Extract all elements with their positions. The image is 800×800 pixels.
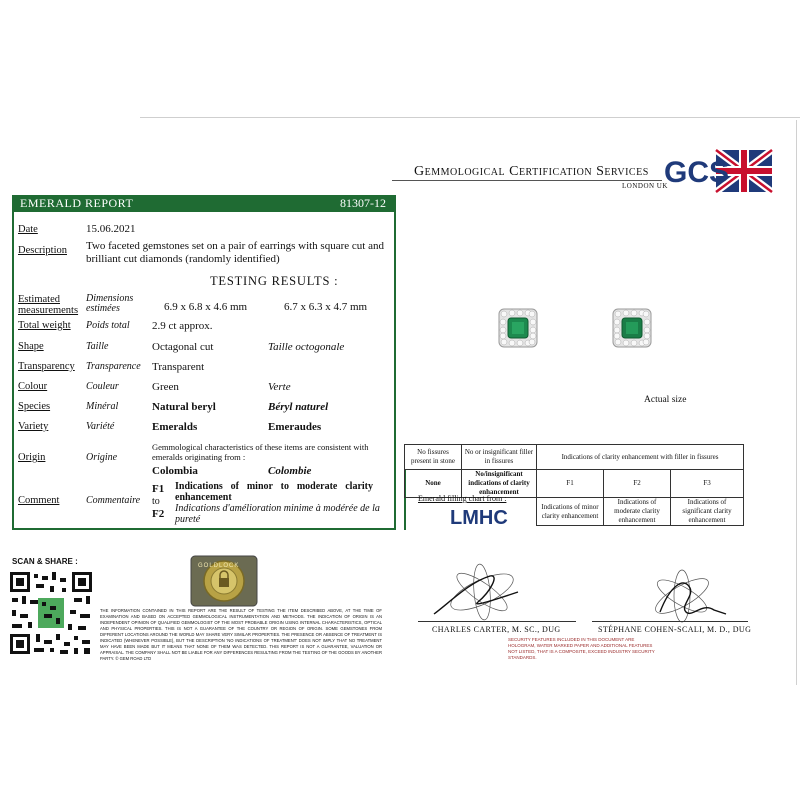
gcs-logo xyxy=(662,150,772,192)
goldlock-seal xyxy=(190,555,258,607)
signature-right xyxy=(640,566,730,626)
transparency-label: Transparency xyxy=(18,361,75,372)
gcs-logo-text: GCS xyxy=(664,156,730,189)
table-cell-f2-desc: Indications of moderate clarity enhancement xyxy=(604,498,671,526)
earring-image-right xyxy=(612,308,652,348)
weight-fr: Poids total xyxy=(86,320,130,331)
signature-line-right xyxy=(592,621,748,622)
weight-label: Total weight xyxy=(18,320,71,331)
shape-value: Octagonal cut xyxy=(152,341,214,353)
signatory-right: STÉPHANE COHEN-SCALI, M. D., DUG xyxy=(598,625,752,634)
scan-share-label: SCAN & SHARE : xyxy=(12,557,78,566)
measurements-label: Estimated measurements xyxy=(18,294,79,316)
variety-fr: Variété xyxy=(86,421,115,432)
colour-fr: Couleur xyxy=(86,381,119,392)
measurements-value-2: 6.7 x 6.3 x 4.7 mm xyxy=(284,301,368,313)
goldlock-seal-text: GOLDLOCK xyxy=(198,563,240,569)
date-value: 15.06.2021 xyxy=(86,223,136,235)
origin-value-fr: Colombie xyxy=(268,465,312,477)
signatory-left: CHARLES CARTER, M. SC., DUG xyxy=(432,625,561,634)
description-label: Description xyxy=(18,245,67,256)
variety-label: Variety xyxy=(18,421,49,432)
shape-label: Shape xyxy=(18,341,44,352)
grade-to: F2 xyxy=(152,508,165,520)
variety-value-fr: Emeraudes xyxy=(268,421,322,433)
colour-value: Green xyxy=(152,381,179,393)
qr-code[interactable] xyxy=(8,570,94,656)
grade-from: F1 xyxy=(152,483,165,495)
lmhc-logo xyxy=(448,504,508,530)
table-cell-no-indications: No/insignificant indications of clarity enhancement xyxy=(462,470,537,498)
top-edge-line xyxy=(140,117,800,118)
weight-value: 2.9 ct approx. xyxy=(152,320,213,332)
company-name: Gemmological Certification Services xyxy=(414,164,649,179)
origin-label: Origin xyxy=(18,452,46,463)
comment-label: Comment xyxy=(18,495,60,506)
earring-image-left xyxy=(498,308,538,348)
grade-to-word: to xyxy=(152,496,160,507)
transparency-value: Transparent xyxy=(152,361,205,373)
security-note: SECURITY FEATURES INCLUDED IN THIS DOCUMENT ARE HOLOGRAM, WATER MARKED PAPER AND ADDITIONAL FEATURES NOT LISTED, THAT IS A COMPOSITE, EXCEED INDUSTRY SECURITY STANDARDS. xyxy=(508,637,655,660)
signature-line-left xyxy=(418,621,576,622)
table-header-no-fissures: No fissures present in stone xyxy=(405,445,462,470)
comment-value-fr: Indications d'amélioration minime à modérée de la pureté xyxy=(175,503,380,525)
table-cell-f3: F3 xyxy=(671,470,744,498)
comment-value: Indications of minor to moderate clarity enhancement xyxy=(175,481,373,503)
species-value-fr: Béryl naturel xyxy=(268,401,329,413)
header-rule xyxy=(392,180,662,181)
origin-intro: Gemmological characteristics of these items are consistent with emeralds originating from : xyxy=(152,442,369,462)
measurements-value-1: 6.9 x 6.8 x 4.6 mm xyxy=(164,301,248,313)
shape-fr: Taille xyxy=(86,341,109,352)
species-label: Species xyxy=(18,401,51,412)
comment-fr: Commentaire xyxy=(86,495,141,506)
transparency-fr: Transparence xyxy=(86,361,141,372)
table-cell-f1-desc: Indications of minor clarity enhancement xyxy=(537,498,604,526)
species-value: Natural beryl xyxy=(152,401,216,413)
shape-value-fr: Taille octogonale xyxy=(268,341,345,353)
table-cell-f1: F1 xyxy=(537,470,604,498)
signature-left xyxy=(430,562,525,624)
variety-value: Emeralds xyxy=(152,421,198,433)
measurements-fr: Dimensions estimées xyxy=(86,293,134,314)
species-fr: Minéral xyxy=(86,401,119,412)
company-location: LONDON UK xyxy=(622,182,668,190)
table-header-no-filler: No or insignificant filler in fissures xyxy=(462,445,537,470)
filling-chart-link[interactable]: Emerald filling chart from : xyxy=(418,494,507,503)
colour-value-fr: Verte xyxy=(268,381,291,393)
description-value: Two faceted gemstones set on a pair of earrings with square cut and brilliant cut diamonds (randomly identified) xyxy=(86,240,384,265)
actual-size-caption: Actual size xyxy=(644,395,687,405)
origin-fr: Origine xyxy=(86,452,118,463)
testing-results-heading: TESTING RESULTS : xyxy=(210,274,339,288)
table-cell-none: None xyxy=(405,470,462,498)
report-title: EMERALD REPORT xyxy=(20,196,134,210)
table-cell-f3-desc: Indications of significant clarity enhancement xyxy=(671,498,744,526)
table-cell-f2: F2 xyxy=(604,470,671,498)
report-title-bar xyxy=(12,195,396,212)
date-label: Date xyxy=(18,224,38,235)
report-number: 81307-12 xyxy=(340,196,386,210)
origin-value: Colombia xyxy=(152,465,198,477)
disclaimer-text: THE INFORMATION CONTAINED IN THIS REPORT ARE THE RESULT OF TESTING THE ITEM DESCRIBED ABOVE, AT THE TIME OF EXAMINATION AND BASED ON ACCEPTED GEMMOLOGICAL INSTRUMENTATION AND METHODS. THE INDICATION OF ORIGIN IS AN INDEPENDENT OPINION OF QUALIFIED GEMMOLOGIST OF THE MOST PROBABLE ORIGIN USING INTERNAL CHARACTERISTICS, OPTICAL AND PHYSICAL PROPERTIES. THIS IS NOT A GUARANTEE OF THE COUNTRY OR REGION OF ORIGIN. SOME GEMSTONES FROM DIFFERENT LOCATIONS AROUND THE WORLD MAY SHARE VERY SIMILAR PROPERTIES. THE PRESENCE OR ABSENCE OF TREATMENT IS INDICATED (WHENEVER POSSIBLE), BUT THE DESCRIPTION 'NO INDICATIONS OF TREATMENT' DOES NOT IMPLY THAT NO TREATMENT MAY HAVE BEEN MADE BUT IT MEANS THAT NONE OF THEM WAS DETECTED. THIS REPORT IS NOT A GUARANTEE, VALUATION OR APPRAISAL. THE COMPANY SHALL NOT BE LIABLE FOR ANY DIFFERENCES RESULTING FROM THE TESTING OF THE GOODS BY ANOTHER PARTY. © GEM ROAD LTD xyxy=(100,608,382,661)
table-header-enhancement: Indications of clarity enhancement with filler in fissures xyxy=(537,445,744,470)
colour-label: Colour xyxy=(18,381,48,392)
right-edge-line xyxy=(796,120,797,685)
lmhc-logo-text: LMHC xyxy=(450,507,508,529)
